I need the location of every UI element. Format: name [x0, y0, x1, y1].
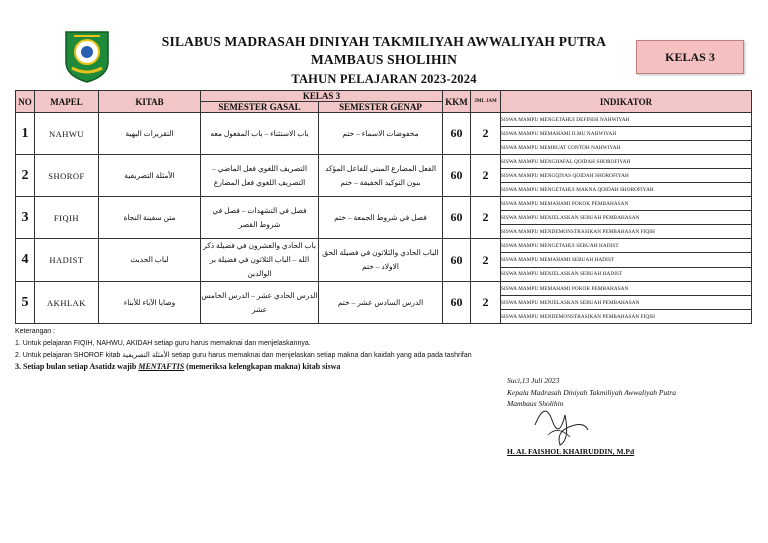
table-row — [16, 155, 752, 169]
signature-role: Kepala Madrasah Diniyah Takmiliyah Awwaliyah Putra — [507, 388, 676, 397]
header-kitab: KITAB — [99, 91, 201, 113]
row-genap: فصل في شروط الجمعة – ختم — [319, 197, 443, 239]
row-gasal: التصريف اللغوي فعل الماضي – التصريف اللغوي فعل المضارع — [201, 155, 319, 197]
row-mapel: SHOROF — [35, 155, 99, 197]
indikator-item: SISWA MAMPU MEMBUAT CONTOH NAHWIYAH — [501, 141, 752, 155]
row-no: 3 — [16, 197, 35, 239]
row-kitab: وصايا الآباء للأبناء — [99, 282, 201, 324]
row-kkm: 60 — [443, 155, 471, 197]
indikator-item: SISWA MAMPU MENGQIYAS QOIDAH SHOROFIYAH — [501, 169, 752, 183]
title-line-1: SILABUS MADRASAH DINIYAH TAKMILIYAH AWWALIYAH PUTRA — [161, 34, 607, 49]
indikator-item: SISWA MAMPU MENGETAHUI SEBUAH HADIST — [501, 239, 752, 253]
signature-institution: Mambaus Sholihin — [507, 399, 564, 408]
row-genap: الباب الحادي والثلاثون في فضيلة الحق الاولاد – ختم — [319, 239, 443, 282]
row-kitab: الأمثلة التصريفية — [99, 155, 201, 197]
header-jml-jam: JML JAM — [471, 91, 501, 113]
header-no: NO — [16, 91, 35, 113]
indikator-item: SISWA MAMPU MENGETAHUI MAKNA QOIDAH SHOROFIYAH — [501, 183, 752, 197]
title-year: TAHUN PELAJARAN 2023-2024 — [291, 72, 477, 86]
title-line-2: MAMBAUS SHOLIHIN — [310, 52, 458, 67]
indikator-item: SISWA MAMPU MENDEMONSTRASIKAN PEMBAHASAN FIQIH — [501, 225, 752, 239]
keterangan-mentaftis: MENTAFTIS — [138, 362, 185, 371]
signature-name: H. AL FAISHOL KHAIRUDDIN, M.Pd — [507, 447, 635, 456]
row-genap: الفعل المضارع المبني للفاعل المؤكد بنون التوكيد الخفيفة – ختم — [319, 155, 443, 197]
indikator-item: SISWA MAMPU MEMAHAMI ILMU NAHWIYAH — [501, 127, 752, 141]
row-kkm: 60 — [443, 197, 471, 239]
row-gasal: فصل في التشهدات – فصل في شروط القصر — [201, 197, 319, 239]
handwritten-signature — [530, 395, 590, 450]
row-kitab: متن سفينة النجاة — [99, 197, 201, 239]
keterangan-line-3 — [15, 362, 340, 371]
row-jam: 2 — [471, 113, 501, 155]
table-row — [16, 113, 752, 127]
row-mapel: HADIST — [35, 239, 99, 282]
row-mapel: FIQIH — [35, 197, 99, 239]
row-genap: مخفوضات الاسماء – ختم — [319, 113, 443, 155]
row-jam: 2 — [471, 282, 501, 324]
keterangan-label: Keterangan : — [15, 328, 56, 335]
kelas-badge: KELAS 3 — [636, 40, 744, 74]
keterangan-line-2: 2. Untuk pelajaran SHOROF kitab الأمثلة التصريفية setiap guru harus memaknai dan menjelaskan setiap makna dan kaidah yang ada pada tashrifan — [15, 352, 472, 359]
row-no: 5 — [16, 282, 35, 324]
syllabus-table — [15, 90, 752, 324]
indikator-item: SISWA MAMPU MEMAHAMI POKOK PEMBAHASAN — [501, 197, 752, 211]
row-gasal: الدرس الحادي عشر – الدرس الخامس عشر — [201, 282, 319, 324]
header-semester-gasal: SEMESTER GASAL — [201, 102, 319, 113]
indikator-item: SISWA MAMPU MENJELASKAN SEBUAH PEMBAHASAN — [501, 296, 752, 310]
indikator-item: SISWA MAMPU MEMAHAMI SEBUAH HADIST — [501, 253, 752, 267]
row-kkm: 60 — [443, 282, 471, 324]
keterangan-line-1: 1. Untuk pelajaran FIQIH, NAHWU, AKIDAH setiap guru harus memaknai dan menjelaskannya. — [15, 340, 311, 347]
indikator-item: SISWA MAMPU MENDEMONSTRASIKAN PEMBAHASAN FIQIH — [501, 310, 752, 324]
table-row — [16, 239, 752, 253]
row-no: 2 — [16, 155, 35, 197]
row-gasal: باب الاستثناء – باب المفعول معه — [201, 113, 319, 155]
row-genap: الدرس السادس عشر – ختم — [319, 282, 443, 324]
keterangan-line-3-b: (memeriksa kelengkapan makna) kitab siswa — [184, 362, 341, 371]
row-mapel: AKHLAK — [35, 282, 99, 324]
row-kkm: 60 — [443, 239, 471, 282]
header-mapel: MAPEL — [35, 91, 99, 113]
row-jam: 2 — [471, 197, 501, 239]
indikator-item: SISWA MAMPU MENGHAFAL QOIDAH SHOROFIYAH — [501, 155, 752, 169]
header-kkm: KKM — [443, 91, 471, 113]
signature-place-date: Suci,13 Juli 2023 — [507, 376, 560, 385]
indikator-item: SISWA MAMPU MEMAHAMI POKOK PEMBAHASAN — [501, 282, 752, 296]
header-indikator: INDIKATOR — [501, 91, 752, 113]
row-kitab: لباب الحديث — [99, 239, 201, 282]
header-kelas: KELAS 3 — [201, 91, 443, 102]
header-semester-genap: SEMESTER GENAP — [319, 102, 443, 113]
keterangan-line-3-a: 3. Setiap bulan setiap Asatidz wajib — [15, 362, 139, 371]
row-no: 1 — [16, 113, 35, 155]
indikator-item: SISWA MAMPU MENJELASKAN SEBUAH HADIST — [501, 267, 752, 281]
row-no: 4 — [16, 239, 35, 282]
row-jam: 2 — [471, 239, 501, 282]
row-kkm: 60 — [443, 113, 471, 155]
row-kitab: التقريرات البهية — [99, 113, 201, 155]
indikator-item: SISWA MAMPU MENGETAHUI DEFINISI NAHWIYAH — [501, 113, 752, 127]
row-gasal: باب الحادي والعشرون في فضيلة ذكر الله – الباب الثلاثون في فضيلة بر الوالدين — [201, 239, 319, 282]
table-row — [16, 197, 752, 211]
indikator-item: SISWA MAMPU MENJELASKAN SEBUAH PEMBAHASAN — [501, 211, 752, 225]
row-jam: 2 — [471, 155, 501, 197]
row-mapel: NAHWU — [35, 113, 99, 155]
table-row — [16, 282, 752, 296]
